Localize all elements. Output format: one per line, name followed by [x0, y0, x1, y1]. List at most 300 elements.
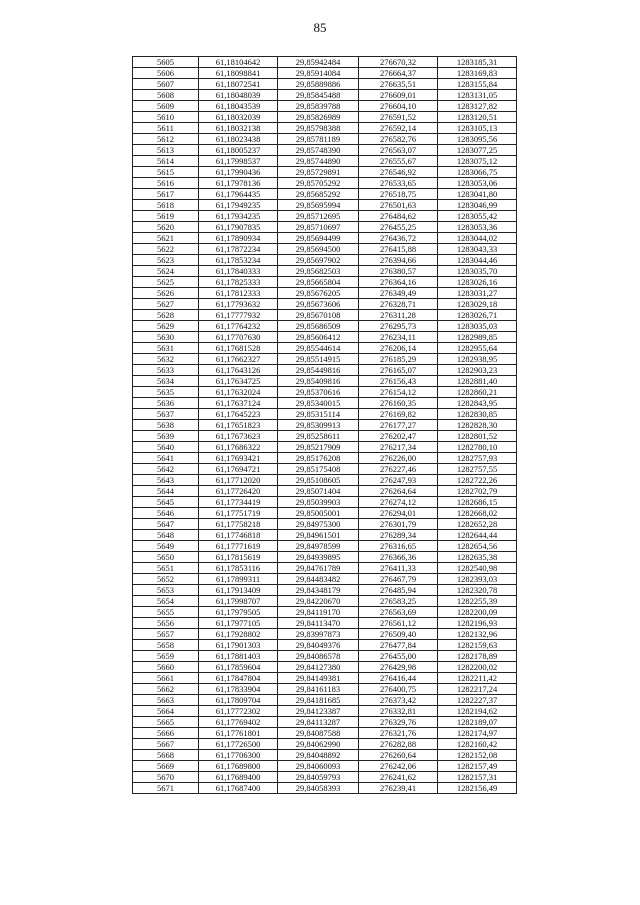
- point-number-cell: 5650: [133, 552, 199, 563]
- point-number-cell: 5656: [133, 618, 199, 629]
- longitude-cell: 29,85694499: [278, 233, 359, 244]
- x-coordinate-cell: 276436,72: [359, 233, 438, 244]
- table-row: [133, 563, 517, 574]
- longitude-cell: 29,85889886: [278, 79, 359, 90]
- longitude-cell: 29,84058393: [278, 783, 359, 794]
- latitude-cell: 61,17637124: [199, 398, 278, 409]
- latitude-cell: 61,17734419: [199, 497, 278, 508]
- point-number-cell: 5608: [133, 90, 199, 101]
- y-coordinate-cell: 1283095,56: [438, 134, 517, 145]
- table-row: [133, 299, 517, 310]
- longitude-cell: 29,85942484: [278, 57, 359, 68]
- x-coordinate-cell: 276563,69: [359, 607, 438, 618]
- y-coordinate-cell: 1282652,28: [438, 519, 517, 530]
- latitude-cell: 61,17681528: [199, 343, 278, 354]
- x-coordinate-cell: 276301,79: [359, 519, 438, 530]
- point-number-cell: 5620: [133, 222, 199, 233]
- latitude-cell: 61,17853234: [199, 255, 278, 266]
- table-row: [133, 211, 517, 222]
- x-coordinate-cell: 276455,25: [359, 222, 438, 233]
- longitude-cell: 29,84761789: [278, 563, 359, 574]
- point-number-cell: 5634: [133, 376, 199, 387]
- y-coordinate-cell: 1282654,56: [438, 541, 517, 552]
- longitude-cell: 29,84087588: [278, 728, 359, 739]
- y-coordinate-cell: 1282174,97: [438, 728, 517, 739]
- latitude-cell: 61,17707630: [199, 332, 278, 343]
- point-number-cell: 5667: [133, 739, 199, 750]
- point-number-cell: 5610: [133, 112, 199, 123]
- point-number-cell: 5665: [133, 717, 199, 728]
- table-row: [133, 409, 517, 420]
- x-coordinate-cell: 276429,98: [359, 662, 438, 673]
- latitude-cell: 61,17913409: [199, 585, 278, 596]
- x-coordinate-cell: 276555,67: [359, 156, 438, 167]
- y-coordinate-cell: 1282211,42: [438, 673, 517, 684]
- y-coordinate-cell: 1282200,09: [438, 607, 517, 618]
- latitude-cell: 61,17949235: [199, 200, 278, 211]
- longitude-cell: 29,84978599: [278, 541, 359, 552]
- x-coordinate-cell: 276156,43: [359, 376, 438, 387]
- table-row: [133, 453, 517, 464]
- point-number-cell: 5668: [133, 750, 199, 761]
- longitude-cell: 29,84348179: [278, 585, 359, 596]
- point-number-cell: 5660: [133, 662, 199, 673]
- y-coordinate-cell: 1283120,51: [438, 112, 517, 123]
- x-coordinate-cell: 276169,82: [359, 409, 438, 420]
- y-coordinate-cell: 1282194,62: [438, 706, 517, 717]
- point-number-cell: 5648: [133, 530, 199, 541]
- x-coordinate-cell: 276206,14: [359, 343, 438, 354]
- longitude-cell: 29,85370616: [278, 387, 359, 398]
- latitude-cell: 61,17998537: [199, 156, 278, 167]
- latitude-cell: 61,17990436: [199, 167, 278, 178]
- point-number-cell: 5606: [133, 68, 199, 79]
- x-coordinate-cell: 276321,76: [359, 728, 438, 739]
- table-row: [133, 79, 517, 90]
- longitude-cell: 29,84062990: [278, 739, 359, 750]
- longitude-cell: 29,85409816: [278, 376, 359, 387]
- point-number-cell: 5605: [133, 57, 199, 68]
- point-number-cell: 5657: [133, 629, 199, 640]
- longitude-cell: 29,85798388: [278, 123, 359, 134]
- x-coordinate-cell: 276509,40: [359, 629, 438, 640]
- table-row: [133, 640, 517, 651]
- table-row: [133, 167, 517, 178]
- table-row: [133, 541, 517, 552]
- table-row: [133, 662, 517, 673]
- y-coordinate-cell: 1282635,38: [438, 552, 517, 563]
- y-coordinate-cell: 1282227,37: [438, 695, 517, 706]
- x-coordinate-cell: 276289,34: [359, 530, 438, 541]
- table-row: [133, 706, 517, 717]
- latitude-cell: 61,18005237: [199, 145, 278, 156]
- x-coordinate-cell: 276380,57: [359, 266, 438, 277]
- longitude-cell: 29,84181685: [278, 695, 359, 706]
- table-row: [133, 420, 517, 431]
- y-coordinate-cell: 1283066,75: [438, 167, 517, 178]
- y-coordinate-cell: 1283077,25: [438, 145, 517, 156]
- latitude-cell: 61,17978136: [199, 178, 278, 189]
- y-coordinate-cell: 1283031,27: [438, 288, 517, 299]
- coordinates-table: [132, 56, 517, 794]
- y-coordinate-cell: 1283026,71: [438, 310, 517, 321]
- longitude-cell: 29,84113470: [278, 618, 359, 629]
- table-row: [133, 222, 517, 233]
- latitude-cell: 61,17899311: [199, 574, 278, 585]
- table-row: [133, 552, 517, 563]
- latitude-cell: 61,18043539: [199, 101, 278, 112]
- x-coordinate-cell: 276316,65: [359, 541, 438, 552]
- y-coordinate-cell: 1283127,82: [438, 101, 517, 112]
- table-row: [133, 68, 517, 79]
- longitude-cell: 29,85686509: [278, 321, 359, 332]
- latitude-cell: 61,17689800: [199, 761, 278, 772]
- table-row: [133, 717, 517, 728]
- table-row: [133, 310, 517, 321]
- longitude-cell: 29,85845488: [278, 90, 359, 101]
- table-row: [133, 189, 517, 200]
- latitude-cell: 61,17643126: [199, 365, 278, 376]
- y-coordinate-cell: 1283044,02: [438, 233, 517, 244]
- longitude-cell: 29,85697902: [278, 255, 359, 266]
- latitude-cell: 61,17726420: [199, 486, 278, 497]
- table-row: [133, 629, 517, 640]
- point-number-cell: 5653: [133, 585, 199, 596]
- x-coordinate-cell: 276591,52: [359, 112, 438, 123]
- y-coordinate-cell: 1282540,98: [438, 563, 517, 574]
- table-row: [133, 101, 517, 112]
- longitude-cell: 29,84220670: [278, 596, 359, 607]
- y-coordinate-cell: 1282393,03: [438, 574, 517, 585]
- table-row: [133, 519, 517, 530]
- y-coordinate-cell: 1282860,21: [438, 387, 517, 398]
- y-coordinate-cell: 1282722,26: [438, 475, 517, 486]
- point-number-cell: 5658: [133, 640, 199, 651]
- table-row: [133, 596, 517, 607]
- y-coordinate-cell: 1283075,12: [438, 156, 517, 167]
- x-coordinate-cell: 276329,76: [359, 717, 438, 728]
- point-number-cell: 5662: [133, 684, 199, 695]
- point-number-cell: 5619: [133, 211, 199, 222]
- x-coordinate-cell: 276226,00: [359, 453, 438, 464]
- table-row: [133, 178, 517, 189]
- table-row: [133, 255, 517, 266]
- latitude-cell: 61,18072541: [199, 79, 278, 90]
- y-coordinate-cell: 1282160,42: [438, 739, 517, 750]
- y-coordinate-cell: 1282200,02: [438, 662, 517, 673]
- y-coordinate-cell: 1283035,03: [438, 321, 517, 332]
- point-number-cell: 5642: [133, 464, 199, 475]
- y-coordinate-cell: 1282757,55: [438, 464, 517, 475]
- longitude-cell: 29,84127380: [278, 662, 359, 673]
- x-coordinate-cell: 276592,14: [359, 123, 438, 134]
- y-coordinate-cell: 1283044,46: [438, 255, 517, 266]
- x-coordinate-cell: 276294,01: [359, 508, 438, 519]
- point-number-cell: 5643: [133, 475, 199, 486]
- longitude-cell: 29,85665804: [278, 277, 359, 288]
- x-coordinate-cell: 276635,51: [359, 79, 438, 90]
- x-coordinate-cell: 276563,07: [359, 145, 438, 156]
- y-coordinate-cell: 1282828,30: [438, 420, 517, 431]
- point-number-cell: 5628: [133, 310, 199, 321]
- y-coordinate-cell: 1282843,95: [438, 398, 517, 409]
- latitude-cell: 61,17673623: [199, 431, 278, 442]
- latitude-cell: 61,17758218: [199, 519, 278, 530]
- longitude-cell: 29,85514915: [278, 354, 359, 365]
- x-coordinate-cell: 276670,32: [359, 57, 438, 68]
- point-number-cell: 5623: [133, 255, 199, 266]
- y-coordinate-cell: 1283053,36: [438, 222, 517, 233]
- longitude-cell: 29,85694500: [278, 244, 359, 255]
- x-coordinate-cell: 276533,65: [359, 178, 438, 189]
- point-number-cell: 5616: [133, 178, 199, 189]
- x-coordinate-cell: 276247,93: [359, 475, 438, 486]
- table-row: [133, 772, 517, 783]
- y-coordinate-cell: 1283105,13: [438, 123, 517, 134]
- point-number-cell: 5625: [133, 277, 199, 288]
- longitude-cell: 29,85748390: [278, 145, 359, 156]
- table-row: [133, 673, 517, 684]
- x-coordinate-cell: 276477,84: [359, 640, 438, 651]
- latitude-cell: 61,17979505: [199, 607, 278, 618]
- table-row: [133, 684, 517, 695]
- point-number-cell: 5637: [133, 409, 199, 420]
- table-row: [133, 156, 517, 167]
- longitude-cell: 29,85071404: [278, 486, 359, 497]
- latitude-cell: 61,17859604: [199, 662, 278, 673]
- latitude-cell: 61,17815619: [199, 552, 278, 563]
- latitude-cell: 61,17693421: [199, 453, 278, 464]
- longitude-cell: 29,85315114: [278, 409, 359, 420]
- x-coordinate-cell: 276501,63: [359, 200, 438, 211]
- longitude-cell: 29,84060093: [278, 761, 359, 772]
- longitude-cell: 29,85449816: [278, 365, 359, 376]
- longitude-cell: 29,84149381: [278, 673, 359, 684]
- latitude-cell: 61,18032138: [199, 123, 278, 134]
- longitude-cell: 29,85108605: [278, 475, 359, 486]
- table-row: [133, 387, 517, 398]
- longitude-cell: 29,85673606: [278, 299, 359, 310]
- x-coordinate-cell: 276373,42: [359, 695, 438, 706]
- latitude-cell: 61,17890934: [199, 233, 278, 244]
- x-coordinate-cell: 276274,12: [359, 497, 438, 508]
- latitude-cell: 61,17833904: [199, 684, 278, 695]
- table-row: [133, 343, 517, 354]
- table-row: [133, 618, 517, 629]
- latitude-cell: 61,17809704: [199, 695, 278, 706]
- table-row: [133, 585, 517, 596]
- table-row: [133, 486, 517, 497]
- point-number-cell: 5629: [133, 321, 199, 332]
- point-number-cell: 5613: [133, 145, 199, 156]
- point-number-cell: 5632: [133, 354, 199, 365]
- x-coordinate-cell: 276416,44: [359, 673, 438, 684]
- y-coordinate-cell: 1282801,52: [438, 431, 517, 442]
- point-number-cell: 5615: [133, 167, 199, 178]
- longitude-cell: 29,85176208: [278, 453, 359, 464]
- x-coordinate-cell: 276455,00: [359, 651, 438, 662]
- point-number-cell: 5647: [133, 519, 199, 530]
- y-coordinate-cell: 1282157,49: [438, 761, 517, 772]
- table-row: [133, 750, 517, 761]
- y-coordinate-cell: 1282132,96: [438, 629, 517, 640]
- latitude-cell: 61,17751719: [199, 508, 278, 519]
- point-number-cell: 5652: [133, 574, 199, 585]
- x-coordinate-cell: 276664,37: [359, 68, 438, 79]
- x-coordinate-cell: 276485,94: [359, 585, 438, 596]
- latitude-cell: 61,17840333: [199, 266, 278, 277]
- latitude-cell: 61,17793632: [199, 299, 278, 310]
- point-number-cell: 5617: [133, 189, 199, 200]
- x-coordinate-cell: 276328,71: [359, 299, 438, 310]
- x-coordinate-cell: 276185,29: [359, 354, 438, 365]
- longitude-cell: 29,84113287: [278, 717, 359, 728]
- longitude-cell: 29,83997873: [278, 629, 359, 640]
- y-coordinate-cell: 1282903,23: [438, 365, 517, 376]
- latitude-cell: 61,17686322: [199, 442, 278, 453]
- x-coordinate-cell: 276561,12: [359, 618, 438, 629]
- longitude-cell: 29,85606412: [278, 332, 359, 343]
- table-row: [133, 90, 517, 101]
- latitude-cell: 61,17687400: [199, 783, 278, 794]
- table-row: [133, 530, 517, 541]
- x-coordinate-cell: 276264,64: [359, 486, 438, 497]
- latitude-cell: 61,17964435: [199, 189, 278, 200]
- latitude-cell: 61,17777932: [199, 310, 278, 321]
- longitude-cell: 29,84049376: [278, 640, 359, 651]
- x-coordinate-cell: 276311,28: [359, 310, 438, 321]
- table-row: [133, 783, 517, 794]
- longitude-cell: 29,85729891: [278, 167, 359, 178]
- longitude-cell: 29,84048892: [278, 750, 359, 761]
- table-row: [133, 200, 517, 211]
- longitude-cell: 29,85710697: [278, 222, 359, 233]
- point-number-cell: 5612: [133, 134, 199, 145]
- point-number-cell: 5639: [133, 431, 199, 442]
- longitude-cell: 29,84119170: [278, 607, 359, 618]
- x-coordinate-cell: 276546,92: [359, 167, 438, 178]
- latitude-cell: 61,17907835: [199, 222, 278, 233]
- y-coordinate-cell: 1282196,93: [438, 618, 517, 629]
- y-coordinate-cell: 1283043,33: [438, 244, 517, 255]
- longitude-cell: 29,85670108: [278, 310, 359, 321]
- latitude-cell: 61,17694721: [199, 464, 278, 475]
- latitude-cell: 61,17706300: [199, 750, 278, 761]
- table-row: [133, 321, 517, 332]
- longitude-cell: 29,85914084: [278, 68, 359, 79]
- y-coordinate-cell: 1283035,70: [438, 266, 517, 277]
- table-row: [133, 651, 517, 662]
- x-coordinate-cell: 276282,88: [359, 739, 438, 750]
- longitude-cell: 29,85676205: [278, 288, 359, 299]
- y-coordinate-cell: 1282780,10: [438, 442, 517, 453]
- point-number-cell: 5661: [133, 673, 199, 684]
- y-coordinate-cell: 1282152,08: [438, 750, 517, 761]
- point-number-cell: 5631: [133, 343, 199, 354]
- point-number-cell: 5649: [133, 541, 199, 552]
- point-number-cell: 5624: [133, 266, 199, 277]
- latitude-cell: 61,17825333: [199, 277, 278, 288]
- x-coordinate-cell: 276415,88: [359, 244, 438, 255]
- latitude-cell: 61,18048039: [199, 90, 278, 101]
- latitude-cell: 61,17662327: [199, 354, 278, 365]
- table-row: [133, 244, 517, 255]
- latitude-cell: 61,18104642: [199, 57, 278, 68]
- latitude-cell: 61,17771619: [199, 541, 278, 552]
- longitude-cell: 29,85826989: [278, 112, 359, 123]
- y-coordinate-cell: 1283053,06: [438, 178, 517, 189]
- y-coordinate-cell: 1282156,49: [438, 783, 517, 794]
- point-number-cell: 5641: [133, 453, 199, 464]
- x-coordinate-cell: 276217,34: [359, 442, 438, 453]
- table-row: [133, 233, 517, 244]
- point-number-cell: 5630: [133, 332, 199, 343]
- x-coordinate-cell: 276295,73: [359, 321, 438, 332]
- table-row: [133, 134, 517, 145]
- latitude-cell: 61,17726500: [199, 739, 278, 750]
- y-coordinate-cell: 1282217,24: [438, 684, 517, 695]
- x-coordinate-cell: 276583,25: [359, 596, 438, 607]
- x-coordinate-cell: 276582,76: [359, 134, 438, 145]
- x-coordinate-cell: 276349,49: [359, 288, 438, 299]
- y-coordinate-cell: 1283131,05: [438, 90, 517, 101]
- y-coordinate-cell: 1282159,63: [438, 640, 517, 651]
- x-coordinate-cell: 276239,41: [359, 783, 438, 794]
- table-row: [133, 497, 517, 508]
- y-coordinate-cell: 1282830,85: [438, 409, 517, 420]
- point-number-cell: 5622: [133, 244, 199, 255]
- point-number-cell: 5638: [133, 420, 199, 431]
- coordinates-table-body: [133, 57, 517, 794]
- x-coordinate-cell: 276160,35: [359, 398, 438, 409]
- longitude-cell: 29,85695994: [278, 200, 359, 211]
- point-number-cell: 5626: [133, 288, 199, 299]
- latitude-cell: 61,17812333: [199, 288, 278, 299]
- latitude-cell: 61,17772302: [199, 706, 278, 717]
- longitude-cell: 29,85175408: [278, 464, 359, 475]
- x-coordinate-cell: 276609,01: [359, 90, 438, 101]
- longitude-cell: 29,84961501: [278, 530, 359, 541]
- longitude-cell: 29,85005001: [278, 508, 359, 519]
- point-number-cell: 5640: [133, 442, 199, 453]
- latitude-cell: 61,17764232: [199, 321, 278, 332]
- latitude-cell: 61,17634725: [199, 376, 278, 387]
- latitude-cell: 61,17998707: [199, 596, 278, 607]
- table-row: [133, 398, 517, 409]
- longitude-cell: 29,85217909: [278, 442, 359, 453]
- point-number-cell: 5669: [133, 761, 199, 772]
- table-row: [133, 695, 517, 706]
- x-coordinate-cell: 276411,33: [359, 563, 438, 574]
- table-row: [133, 112, 517, 123]
- point-number-cell: 5627: [133, 299, 199, 310]
- longitude-cell: 29,85685292: [278, 189, 359, 200]
- table-row: [133, 508, 517, 519]
- y-coordinate-cell: 1283046,99: [438, 200, 517, 211]
- longitude-cell: 29,85712695: [278, 211, 359, 222]
- longitude-cell: 29,84059793: [278, 772, 359, 783]
- latitude-cell: 61,17977105: [199, 618, 278, 629]
- latitude-cell: 61,17881403: [199, 651, 278, 662]
- longitude-cell: 29,84123387: [278, 706, 359, 717]
- table-row: [133, 464, 517, 475]
- longitude-cell: 29,84483482: [278, 574, 359, 585]
- longitude-cell: 29,84939895: [278, 552, 359, 563]
- point-number-cell: 5609: [133, 101, 199, 112]
- y-coordinate-cell: 1283155,84: [438, 79, 517, 90]
- point-number-cell: 5655: [133, 607, 199, 618]
- x-coordinate-cell: 276227,46: [359, 464, 438, 475]
